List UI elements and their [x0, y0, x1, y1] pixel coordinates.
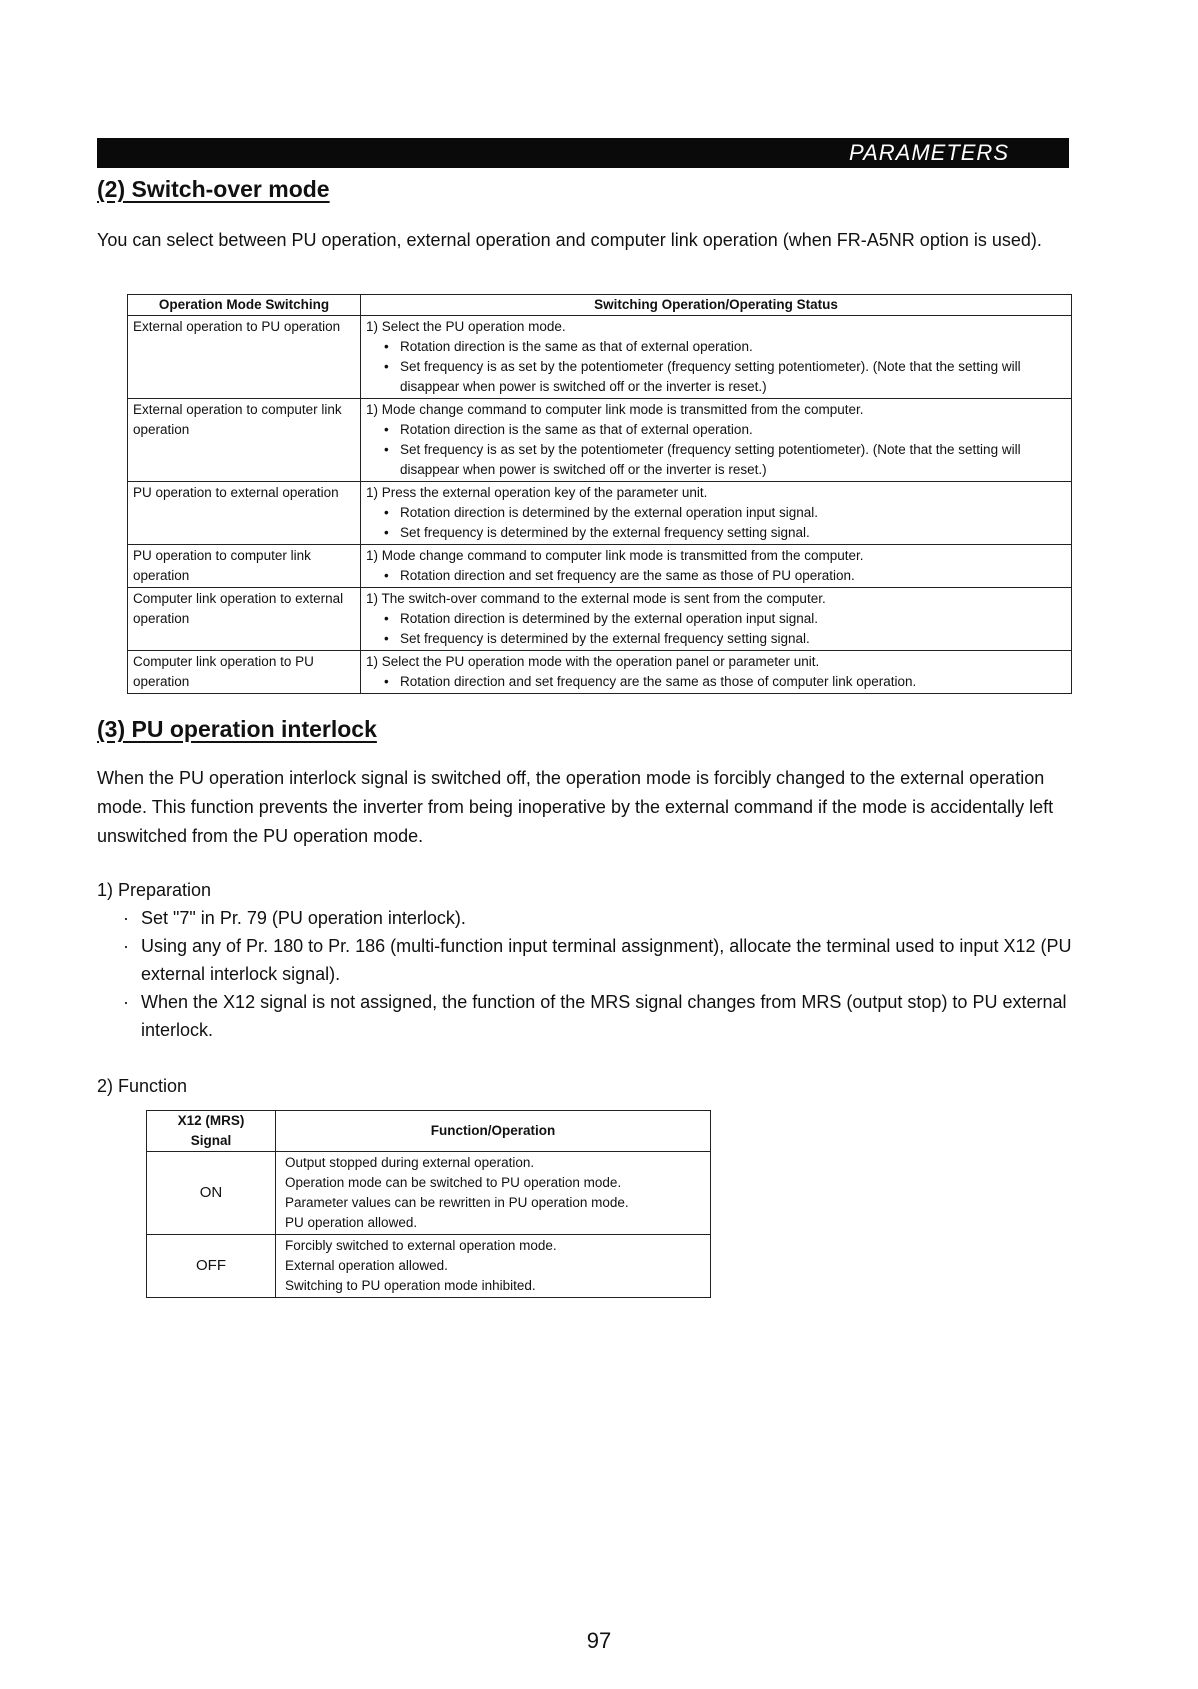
mode-cell: External operation to computer link operation: [128, 399, 361, 482]
function-heading: 2) Function: [97, 1076, 188, 1096]
mode-cell: Computer link operation to PU operation: [128, 651, 361, 694]
bullet-item: • Set frequency is determined by the external frequency setting signal.: [382, 523, 1066, 543]
status-cell: [361, 545, 1072, 588]
table-row: [128, 316, 1072, 399]
function-cell: Output stopped during external operation. Operation mode can be switched to PU operation mode. Parameter values can be rewritten in PU operation mode. PU operation allowed.: [276, 1152, 711, 1235]
bullet-icon: •: [384, 442, 389, 457]
function-table: [146, 1110, 711, 1298]
step-text: 1) Mode change command to computer link mode is transmitted from the computer.: [366, 402, 864, 417]
bullet-icon: •: [384, 568, 389, 583]
status-cell: [361, 316, 1072, 399]
preparation-item: · When the X12 signal is not assigned, the function of the MRS signal changes from MRS (output stop) to PU external interlock.: [123, 988, 1073, 1044]
function-cell: Forcibly switched to external operation mode. External operation allowed. Switching to PU operation mode inhibited.: [276, 1235, 711, 1298]
preparation-heading: 1) Preparation: [97, 880, 212, 900]
step-text: 1) Select the PU operation mode with the operation panel or parameter unit.: [366, 654, 820, 669]
step-text: 1) The switch-over command to the external mode is sent from the computer.: [366, 591, 826, 606]
header-title: PARAMETERS: [849, 140, 1009, 165]
section-2-title: (2) Switch-over mode: [97, 176, 330, 202]
mode-cell: Computer link operation to external operation: [128, 588, 361, 651]
table-row: [147, 1235, 711, 1298]
bullet-icon: •: [384, 505, 389, 520]
bullet-icon: •: [384, 339, 389, 354]
table-row: [147, 1152, 711, 1235]
table-header-row: [128, 295, 1072, 316]
table-row: [128, 651, 1072, 694]
bullet-item: • Set frequency is as set by the potentiometer (frequency setting potentiometer). (Note that the setting will disappear when power is switched off or the inverter is reset.): [384, 442, 1021, 477]
bullet-item: • Rotation direction is the same as that of external operation.: [382, 337, 1066, 357]
status-cell: [361, 651, 1072, 694]
bullet-icon: •: [384, 631, 389, 646]
status-cell: [361, 588, 1072, 651]
bullet-icon: •: [384, 611, 389, 626]
dot-icon: ·: [123, 936, 129, 956]
bullet-item: • Rotation direction is the same as that of external operation.: [382, 420, 1066, 440]
table-row: [128, 588, 1072, 651]
bullet-icon: •: [384, 525, 389, 540]
page-number: 97: [586, 1628, 612, 1653]
bullet-item: • Set frequency is as set by the potentiometer (frequency setting potentiometer). (Note that the setting will disappear when power is switched off or the inverter is reset.): [384, 359, 1021, 394]
table-row: [128, 482, 1072, 545]
status-cell: [361, 399, 1072, 482]
bullet-item: • Set frequency is determined by the external frequency setting signal.: [382, 629, 1066, 649]
table-header-row: [147, 1111, 711, 1152]
bullet-item: • Rotation direction is determined by the external operation input signal.: [382, 503, 1066, 523]
signal-cell: ON: [147, 1152, 276, 1235]
step-text: 1) Mode change command to computer link mode is transmitted from the computer.: [366, 548, 864, 563]
header-bar: [97, 138, 1069, 168]
mode-cell: PU operation to external operation: [128, 482, 361, 545]
section-3-intro: When the PU operation interlock signal is switched off, the operation mode is forcibly changed to the external operation mode. This function prevents the inverter from being inoperative by the external command if the mode is accidentally left unswitched from the PU operation mode.: [97, 768, 1054, 846]
col-header-function: Function/Operation: [276, 1111, 711, 1152]
status-cell: [361, 482, 1072, 545]
dot-icon: ·: [123, 908, 129, 928]
bullet-icon: •: [384, 359, 389, 374]
step-text: 1) Press the external operation key of the parameter unit.: [366, 485, 708, 500]
section-2-intro: You can select between PU operation, external operation and computer link operation (when FR-A5NR option is used).: [97, 230, 1042, 250]
mode-cell: PU operation to computer link operation: [128, 545, 361, 588]
col-header-status: Switching Operation/Operating Status: [361, 295, 1072, 316]
bullet-item: • Rotation direction and set frequency are the same as those of PU operation.: [382, 566, 1066, 586]
table-row: [128, 399, 1072, 482]
bullet-icon: •: [384, 674, 389, 689]
table-row: [128, 545, 1072, 588]
bullet-icon: •: [384, 422, 389, 437]
step-text: 1) Select the PU operation mode.: [366, 319, 566, 334]
col-header-mode: Operation Mode Switching: [128, 295, 361, 316]
preparation-item: · Set "7" in Pr. 79 (PU operation interlock).: [123, 904, 1073, 932]
mode-cell: External operation to PU operation: [128, 316, 361, 399]
switch-over-table: [127, 294, 1072, 694]
section-3-title: (3) PU operation interlock: [97, 716, 377, 742]
bullet-item: • Rotation direction and set frequency are the same as those of computer link operation.: [382, 672, 1066, 692]
col-header-signal: X12 (MRS) Signal: [147, 1111, 276, 1152]
bullet-item: • Rotation direction is determined by the external operation input signal.: [382, 609, 1066, 629]
preparation-item: · Using any of Pr. 180 to Pr. 186 (multi-function input terminal assignment), allocate the terminal used to input X12 (PU external interlock signal).: [123, 932, 1073, 988]
signal-cell: OFF: [147, 1235, 276, 1298]
dot-icon: ·: [123, 992, 129, 1012]
